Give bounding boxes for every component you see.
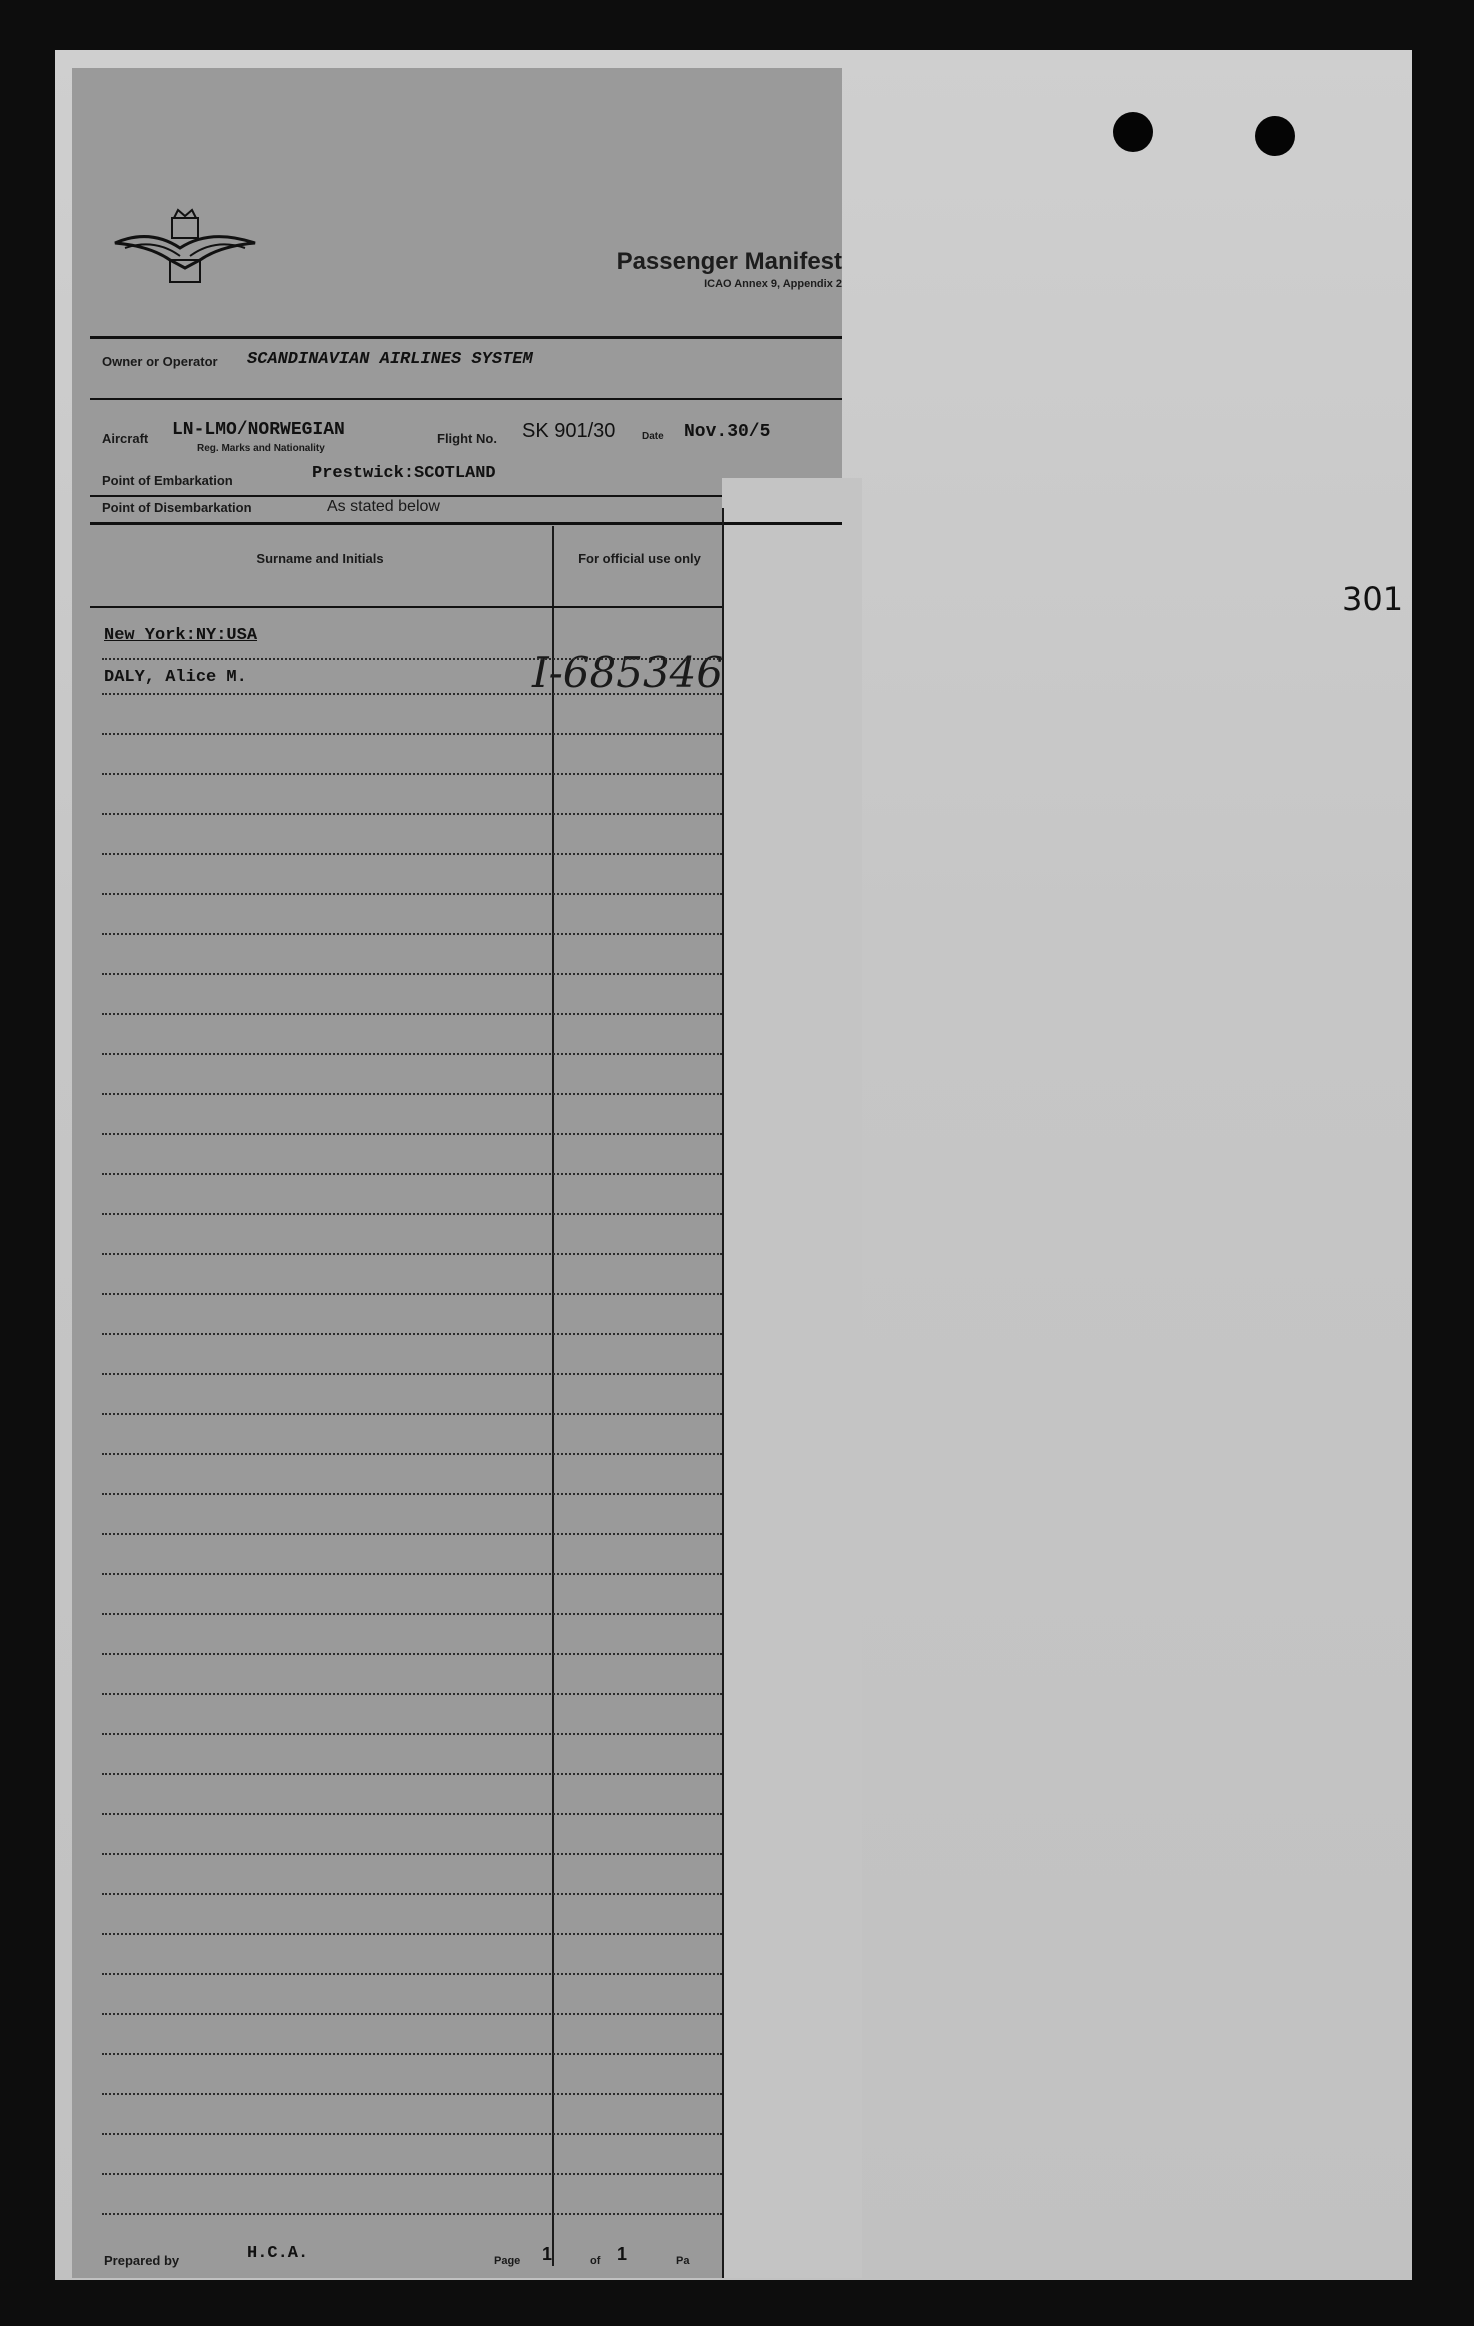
- column-divider: [552, 526, 554, 2266]
- disembark-label: Point of Disembarkation: [102, 500, 252, 515]
- col-header-name: Surname and Initials: [256, 551, 384, 566]
- table-row: [102, 2013, 722, 2015]
- date-value: Nov.30/5: [684, 422, 771, 442]
- scanned-page: [55, 50, 1412, 2280]
- table-row: [102, 1413, 722, 1415]
- table-row: [102, 1613, 722, 1615]
- table-row: [102, 1373, 722, 1375]
- table-row: [102, 1533, 722, 1535]
- col-header-official: For official use only: [578, 551, 701, 566]
- table-row: [102, 693, 722, 695]
- table-cell-official: I-685346: [532, 648, 724, 697]
- table-row: [102, 2093, 722, 2095]
- table-row: [102, 2053, 722, 2055]
- embark-label: Point of Embarkation: [102, 473, 233, 488]
- date-label: Date: [642, 431, 664, 442]
- punch-hole: [1255, 116, 1295, 156]
- table-row: [102, 1293, 722, 1295]
- prepared-label: Prepared by: [104, 2253, 180, 2268]
- prepared-value: H.C.A.: [247, 2244, 309, 2263]
- embark-value: Prestwick:SCOTLAND: [312, 464, 496, 483]
- table-row: [102, 1093, 722, 1095]
- table-row: [102, 1493, 722, 1495]
- table-row: [102, 1253, 722, 1255]
- divider: [90, 398, 842, 400]
- table-cell-name: DALY, Alice M.: [104, 668, 247, 687]
- table-row: [102, 893, 722, 895]
- divider: [90, 336, 842, 339]
- table-row: [102, 2173, 722, 2175]
- table-row: [102, 1853, 722, 1855]
- table-row: [102, 1973, 722, 1975]
- table-row: [102, 973, 722, 975]
- owner-value: SCANDINAVIAN AIRLINES SYSTEM: [247, 350, 533, 369]
- cut-label: Pa: [676, 2255, 690, 2267]
- table-row: [102, 2133, 722, 2135]
- owner-label: Owner or Operator: [102, 354, 218, 369]
- of-value: 1: [617, 2244, 628, 2264]
- disembark-value: As stated below: [327, 498, 440, 515]
- table-row: [102, 1333, 722, 1335]
- divider: [90, 606, 722, 608]
- table-row: [102, 1213, 722, 1215]
- flight-label: Flight No.: [437, 431, 497, 446]
- table-row: [102, 1693, 722, 1695]
- table-row: [102, 1893, 722, 1895]
- table-cell-name: New York:NY:USA: [104, 626, 258, 645]
- table-row: [102, 1653, 722, 1655]
- punch-hole: [1113, 112, 1153, 152]
- stamp-number: 301: [1342, 580, 1404, 618]
- table-row: [102, 2213, 722, 2215]
- table-row: [102, 933, 722, 935]
- column-divider: [722, 508, 724, 2278]
- aircraft-sublabel: Reg. Marks and Nationality: [197, 443, 325, 454]
- table-row: [102, 1173, 722, 1175]
- table-row: [102, 1453, 722, 1455]
- table-row: [102, 773, 722, 775]
- airline-logo-icon: [110, 198, 260, 308]
- form-title: Passenger Manifest ICAO Annex 9, Appendix 2: [616, 248, 842, 290]
- table-row: [102, 1053, 722, 1055]
- page-label: Page: [494, 2255, 521, 2267]
- page-value: 1: [542, 2244, 553, 2264]
- table-row: [102, 1813, 722, 1815]
- table-row: [102, 1773, 722, 1775]
- table-row: [102, 853, 722, 855]
- table-row: [102, 1573, 722, 1575]
- table-row: [102, 1133, 722, 1135]
- manifest-form: [72, 68, 842, 2278]
- of-label: of: [590, 2255, 601, 2267]
- divider: [90, 522, 842, 525]
- aircraft-value: LN-LMO/NORWEGIAN: [172, 420, 345, 440]
- aircraft-label: Aircraft: [102, 431, 149, 446]
- table-row: [102, 813, 722, 815]
- divider: [90, 495, 722, 497]
- table-row: [102, 733, 722, 735]
- table-row: [102, 1013, 722, 1015]
- table-row: [102, 1733, 722, 1735]
- table-row: [102, 658, 722, 660]
- table-row: [102, 1933, 722, 1935]
- flight-value: SK 901/30: [522, 420, 616, 442]
